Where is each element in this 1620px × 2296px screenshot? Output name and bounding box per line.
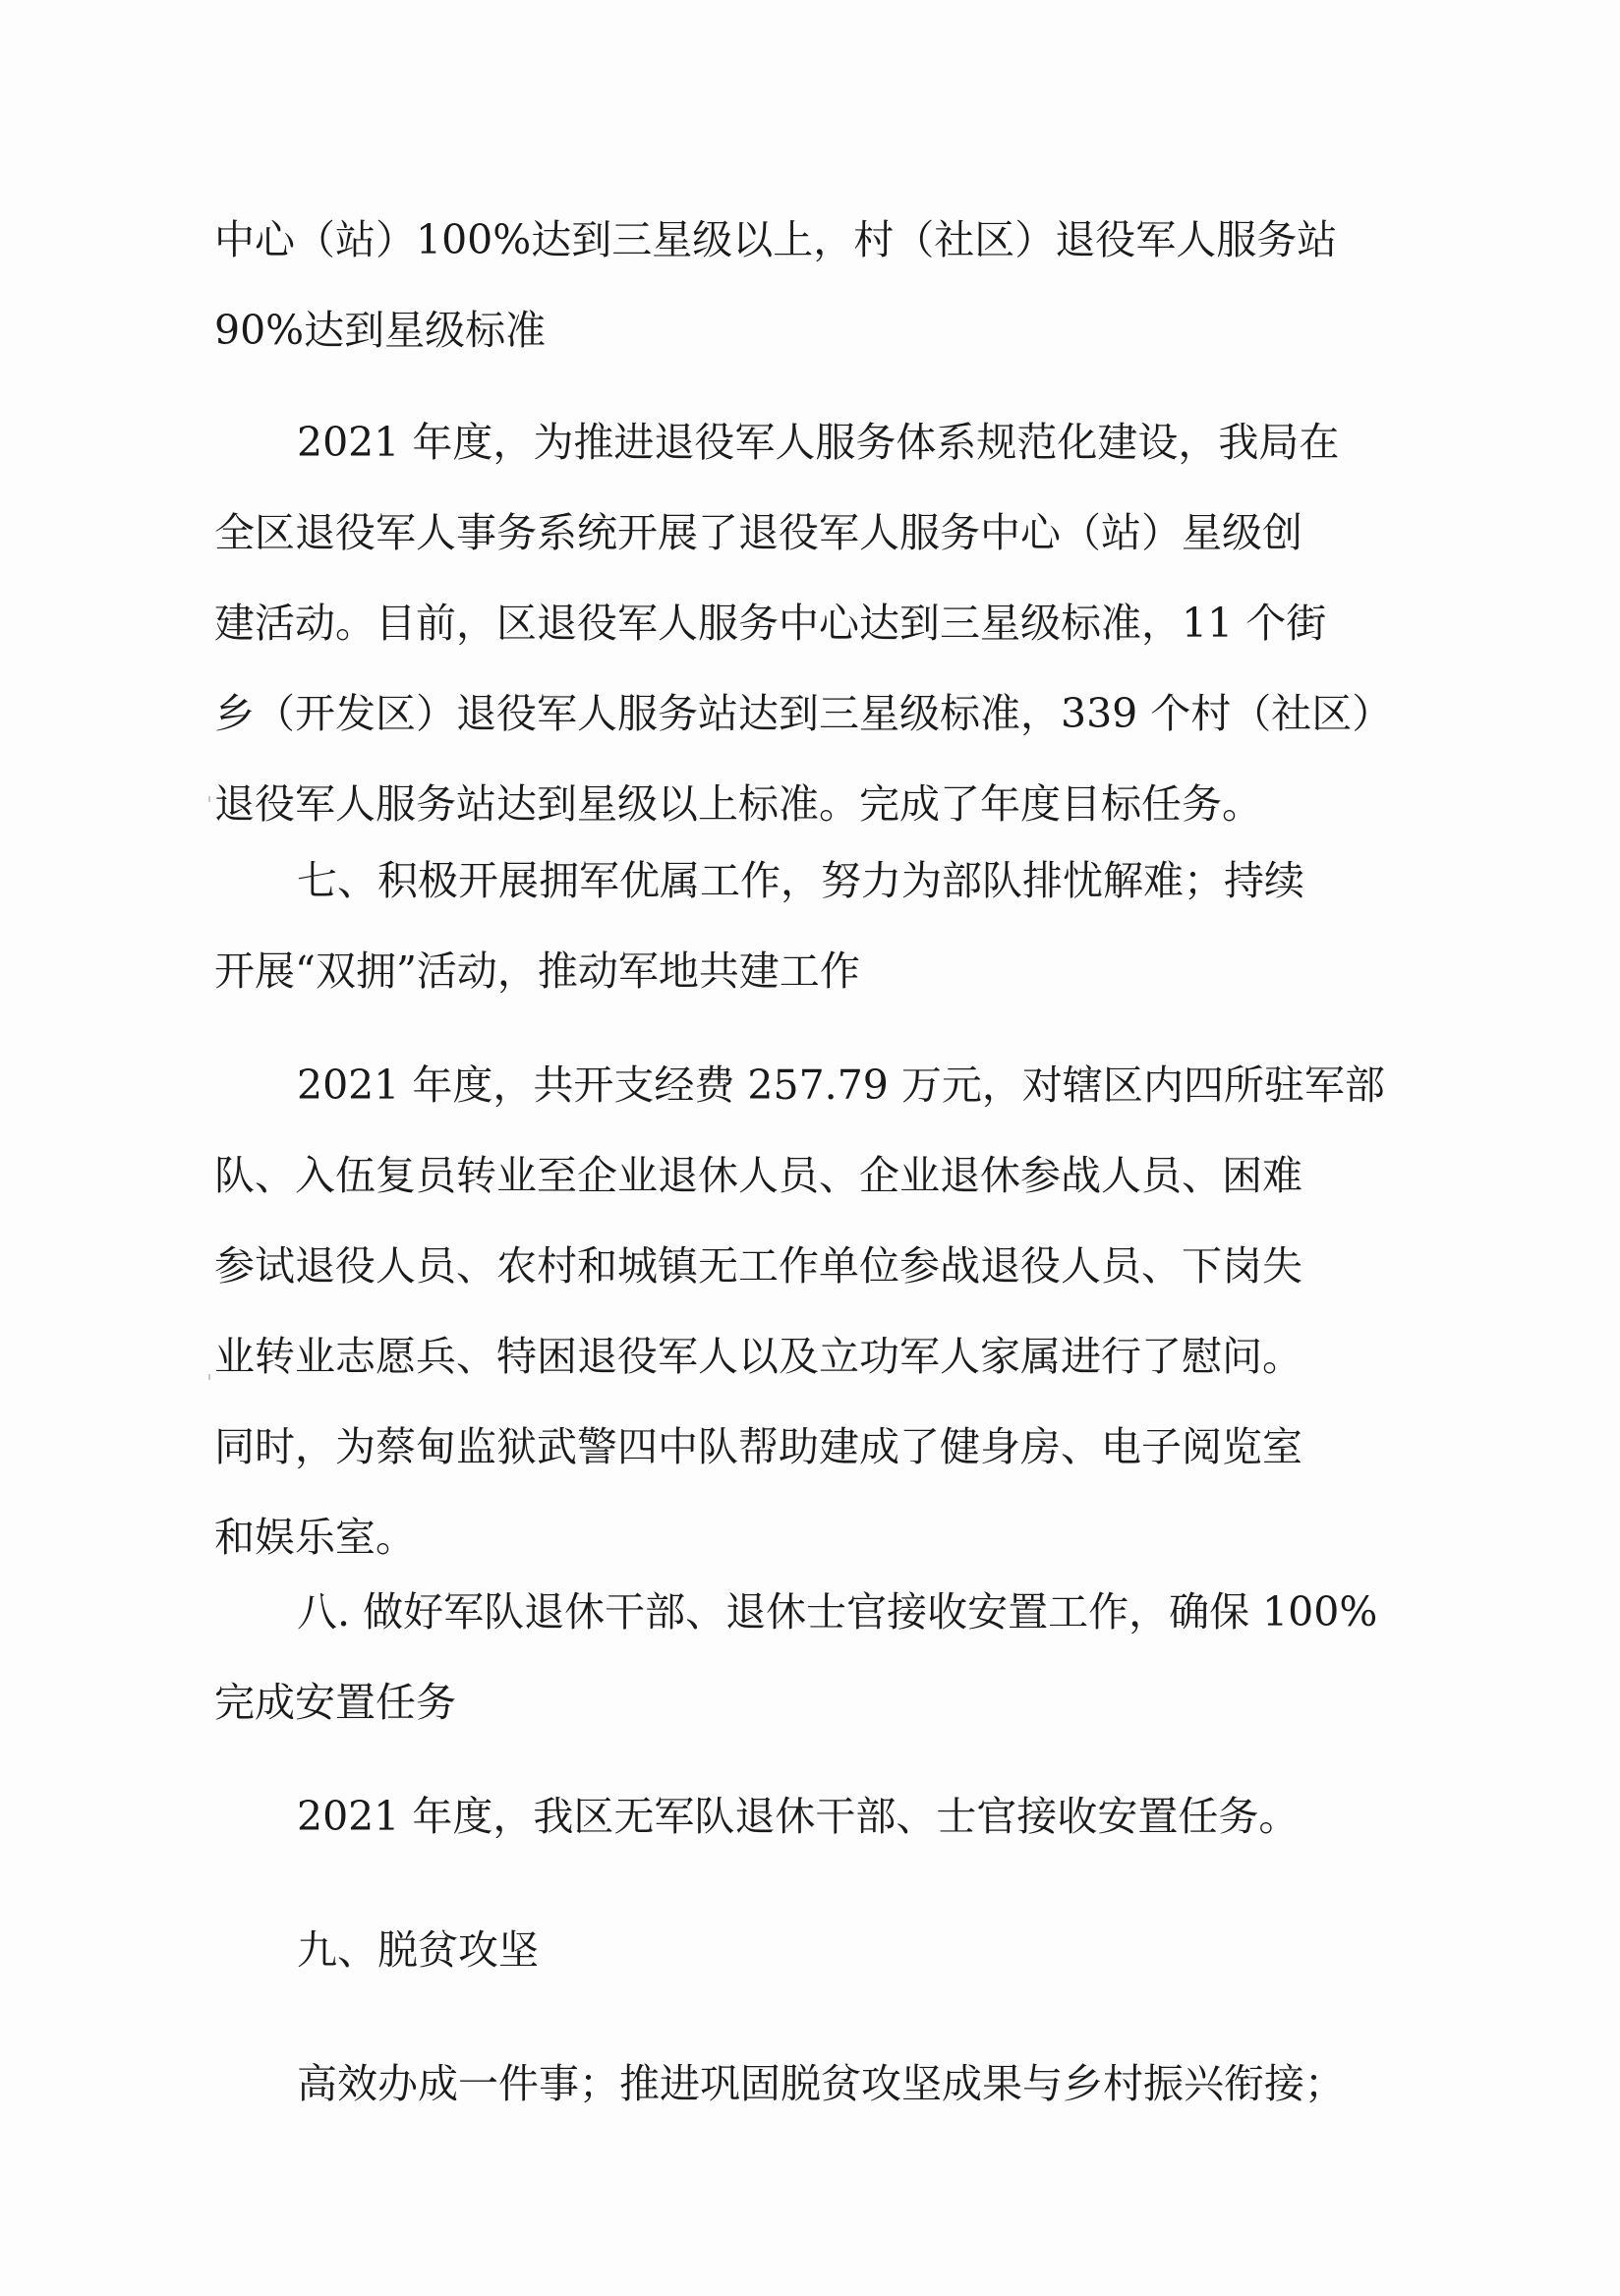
text-line: 全区退役军人事务系统开展了退役军人服务中心（站）星级创 bbox=[214, 509, 1302, 556]
text-line: 2021 年度，为推进退役军人服务体系规范化建设，我局在 bbox=[297, 419, 1340, 466]
text-line: 建活动。目前，区退役军人服务中心达到三星级标准，11 个街 bbox=[214, 600, 1327, 647]
text-line: 队、入伍复员转业至企业退休人员、企业退休参战人员、困难 bbox=[214, 1152, 1302, 1199]
section-heading-8 bbox=[214, 1567, 1402, 1748]
text-line: 2021 年度，共开支经费 257.79 万元，对辖区内四所驻军部 bbox=[297, 1062, 1385, 1109]
text-line: 七、积极开展拥军优属工作，努力为部队排忧解难；持续 bbox=[297, 857, 1304, 904]
text-line: 同时，为蔡甸监狱武警四中队帮助建成了健身房、电子阅览室 bbox=[214, 1423, 1302, 1470]
section-heading-9 bbox=[214, 1905, 1402, 1995]
paragraph-poverty-alleviation bbox=[214, 2038, 1402, 2129]
text-line: 2021 年度，我区无军队退休干部、士官接收安置任务。 bbox=[297, 1793, 1300, 1840]
paragraph-heading-6-continued bbox=[214, 195, 1402, 375]
text-line: 90%达到星级标准 bbox=[214, 307, 547, 354]
text-line: 退役军人服务站达到星级以上标准。完成了年度目标任务。 bbox=[214, 780, 1262, 828]
text-line: 乡（开发区）退役军人服务站达到三星级标准，339 个村（社区） bbox=[214, 690, 1393, 737]
paragraph-star-rating-2021 bbox=[214, 397, 1402, 849]
text-line: 八. 做好军队退休干部、退休士官接收安置工作，确保 100% bbox=[297, 1588, 1378, 1636]
scan-artifact bbox=[208, 1374, 210, 1380]
text-line: 中心（站）100%达到三星级以上，村（社区）退役军人服务站 bbox=[214, 216, 1338, 263]
section-heading-7 bbox=[214, 835, 1402, 1016]
text-line: 高效办成一件事；推进巩固脱贫攻坚成果与乡村振兴衔接； bbox=[297, 2060, 1345, 2107]
scan-artifact bbox=[208, 796, 210, 802]
text-line: 开展“双拥”活动，推动军地共建工作 bbox=[214, 947, 860, 995]
text-line: 参试退役人员、农村和城镇无工作单位参战退役人员、下岗失 bbox=[214, 1242, 1302, 1290]
paragraph-resettlement-2021 bbox=[214, 1771, 1402, 1862]
text-line: 业转业志愿兵、特困退役军人以及立功军人家属进行了慰问。 bbox=[214, 1333, 1302, 1380]
text-line: 完成安置任务 bbox=[214, 1679, 456, 1726]
text-line: 和娱乐室。 bbox=[214, 1514, 416, 1561]
text-line: 九、脱贫攻坚 bbox=[297, 1926, 539, 1974]
paragraph-support-expenditure-2021 bbox=[214, 1040, 1402, 1582]
